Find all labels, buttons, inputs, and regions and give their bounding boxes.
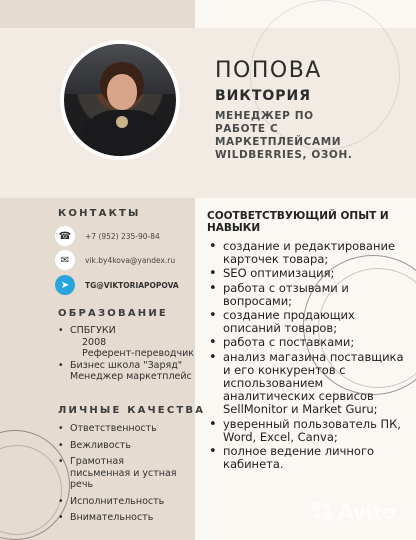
job-title-line: WILDBERRIES, ОЗОН. — [215, 149, 353, 161]
experience-item: • работа с поставками; — [207, 336, 412, 349]
mail-icon: ✉ — [55, 250, 75, 270]
education-detail: 2008 — [82, 336, 107, 348]
last-name: ПОПОВА — [215, 58, 322, 83]
telegram-handle: TG@VIKTORIAPOPOVA — [85, 280, 179, 290]
quality-item: • Ответственность — [58, 423, 178, 435]
experience-item: • создание продающих описаний товаров; — [207, 309, 412, 335]
contact-phone — [55, 226, 160, 246]
education-heading: ОБРАЗОВАНИЕ — [58, 308, 168, 319]
avito-watermark — [312, 500, 396, 524]
experience-heading: СООТВЕТСТВУЮЩИЙ ОПЫТ И НАВЫКИ — [207, 210, 389, 234]
experience-item: • уверенный пользователь ПК, Word, Excel, Canva; — [207, 418, 412, 444]
phone-icon: ☎ — [55, 226, 75, 246]
phone-number: +7 (952) 235-90-84 — [85, 231, 160, 241]
profile-photo — [60, 40, 180, 160]
education-name: • Бизнес школа "Заряд" — [70, 359, 183, 371]
experience-item: • создание и редактирование карточек товара; — [207, 240, 412, 266]
education-item — [58, 325, 194, 360]
quality-item: • Исполнительность — [58, 496, 178, 508]
qualities-heading: ЛИЧНЫЕ КАЧЕСТВА — [58, 405, 206, 416]
contacts-heading: КОНТАКТЫ — [58, 208, 141, 219]
experience-item: • работа с отзывами и вопросами; — [207, 282, 412, 308]
contact-email — [55, 250, 175, 270]
education-item — [58, 360, 194, 383]
job-title — [215, 110, 390, 162]
job-title-line: МАРКЕТПЛЕЙСАМИ — [215, 136, 342, 148]
experience-list — [207, 240, 412, 472]
job-title-line: МЕНЕДЖЕР ПО — [215, 110, 314, 122]
quality-item: • Вежливость — [58, 440, 178, 452]
quality-item: • Грамотная письменная и устная речь — [58, 456, 178, 491]
quality-item: • Внимательность — [58, 512, 178, 524]
email-address: vik.by4kova@yandex.ru — [85, 255, 176, 265]
education-detail: Референт-переводчик — [82, 348, 195, 359]
experience-item: • SEO оптимизация; — [207, 267, 412, 280]
education-list — [58, 325, 194, 383]
education-name: • СПБГУКИ — [70, 325, 116, 336]
first-name: ВИКТОРИЯ — [215, 88, 312, 104]
experience-item: • полное ведение личного кабинета. — [207, 445, 412, 471]
job-title-line: РАБОТЕ С — [215, 123, 279, 135]
telegram-icon: ➤ — [55, 275, 75, 295]
watermark-text: Avito — [338, 500, 396, 524]
experience-item: • анализ магазина поставщика и его конкурентов с использованием аналитических сервисов SellMonitor и Market Guru; — [207, 351, 412, 417]
avito-logo-icon — [312, 501, 334, 523]
education-detail: Менеджер маркетплейс — [70, 371, 192, 382]
contact-telegram — [55, 275, 179, 295]
qualities-list — [58, 423, 178, 529]
